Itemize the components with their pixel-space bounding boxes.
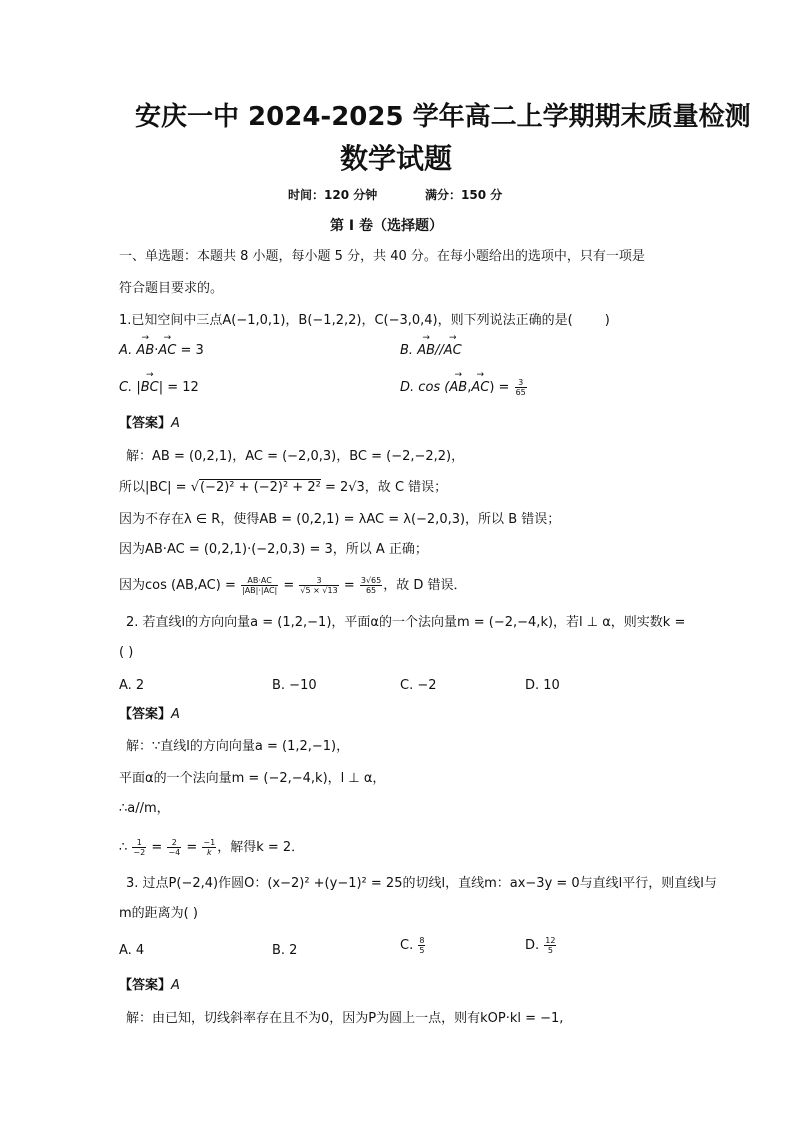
q2-answer-label: 【答案】	[119, 707, 172, 722]
volume-heading: 第 I 卷（选择题）	[330, 218, 443, 234]
q2-solution-line4-frac2: $\frac{2}{-4}$	[168, 838, 181, 857]
q1-solution-line2-radicand: (−2)² + (−2)² + 2²	[199, 480, 321, 495]
q1-option-c-value: | = 12	[158, 380, 199, 395]
q1-option-d-comma: ,	[467, 380, 472, 395]
q2-option-d: D. 10	[525, 678, 560, 693]
q2-option-a: A. 2	[119, 678, 145, 693]
q1-option-d-cos: cos (	[418, 380, 450, 395]
q2-solution-line4-post: ，解得k = 2．	[217, 840, 305, 855]
q1-solution-line5-frac1: $\frac{AB\cdot AC}{|AB|\cdot|AC|}$	[242, 576, 278, 595]
q1-option-d-eq: ) =	[489, 380, 510, 395]
q1-solution-line5-eq1: =	[283, 578, 295, 593]
q1-option-d-fraction: $\frac{3}{65}$	[515, 378, 526, 397]
q1-option-b	[400, 343, 462, 359]
q1-solution-line5-frac2: $\frac{3}{√5 \times √13}$	[300, 576, 338, 595]
q1-option-d	[400, 378, 528, 397]
q1-option-b-vec2: → AC	[444, 343, 462, 359]
q1-option-a-vec2: → AC	[158, 343, 176, 359]
q1-answer-value: A	[171, 416, 180, 431]
q1-answer	[119, 416, 180, 432]
exam-score: 满分：150 分	[425, 188, 503, 202]
q1-option-c	[119, 380, 199, 396]
section-intro-line2: 符合题目要求的。	[119, 281, 224, 296]
q3-option-c-fraction: $\frac{8}{5}$	[419, 936, 425, 955]
q1-solution-line4: 因为AB·AC = (0,2,1)·(−2,0,3) = 3，所以 A 正确；	[119, 542, 428, 557]
q3-option-a: A. 4	[119, 943, 145, 958]
q2-solution-line1: 解：∵直线l的方向向量a = (1,2,−1)，	[126, 739, 350, 754]
q1-option-c-label: C.	[119, 380, 133, 395]
q2-stem-line2: ( )	[119, 645, 134, 660]
q1-solution-line5-pre: 因为cos (AB,AC) =	[119, 578, 236, 593]
q2-solution-line4-eq1: =	[151, 840, 163, 855]
q2-solution-line4-frac1: $\frac{1}{-2}$	[133, 838, 146, 857]
q1-solution-line1: 解：AB = (0,2,1)，AC = (−2,0,3)，BC = (−2,−2,2)，	[126, 449, 465, 464]
q1-option-a	[119, 343, 204, 359]
q1-stem	[119, 313, 610, 329]
q3-stem-line1: 3. 过点P(−2,4)作圆O：(x−2)² +(y−1)² = 25的切线l，直线m：ax−3y = 0与直线l平行，则直线l与	[126, 876, 717, 891]
q3-answer-label: 【答案】	[119, 978, 172, 993]
q3-answer	[119, 978, 180, 994]
q2-solution-line4-frac3: $\frac{-1}{k}$	[203, 838, 216, 857]
q1-solution-line5-post: ，故 D 错误．	[383, 578, 467, 593]
q1-option-a-value: = 3	[176, 343, 204, 358]
q1-option-d-vec2: → AC	[471, 380, 489, 396]
q1-solution-line5-eq2: =	[343, 578, 355, 593]
q2-solution-line2: 平面α的一个法向量m = (−2,−4,k)，l ⊥ α，	[119, 771, 386, 786]
q1-stem-close: )	[604, 313, 610, 328]
q1-option-c-bar: |	[136, 380, 141, 395]
q1-solution-line2: 所以|BC| = √(−2)² + (−2)² + 2² = 2√3，故 C 错误；	[119, 480, 448, 495]
q1-option-b-label: B.	[400, 343, 414, 358]
q2-option-b: B. −10	[272, 678, 317, 693]
q1-solution-line3: 因为不存在λ ∈ R，使得AB = (0,2,1) = λAC = λ(−2,0,3)，所以 B 错误；	[119, 512, 561, 527]
q3-option-b: B. 2	[272, 943, 298, 958]
q3-option-d	[525, 936, 557, 955]
q2-solution-line4-pre: ∴	[119, 840, 128, 855]
q1-answer-label: 【答案】	[119, 416, 172, 431]
q1-solution-line2-pre: 所以|BC| =	[119, 480, 191, 495]
q3-solution-line1: 解：由已知，切线斜率存在且不为0，因为P为圆上一点，则有kOP·kl = −1,	[126, 1011, 564, 1026]
q1-option-a-vec1: → AB	[136, 343, 154, 359]
q1-option-d-label: D.	[400, 380, 415, 395]
q1-option-a-dot: ·	[154, 343, 159, 358]
q3-answer-value: A	[171, 978, 180, 993]
q3-option-d-fraction: $\frac{12}{5}$	[545, 936, 556, 955]
q1-solution-line2-post: = 2√3，故 C 错误；	[320, 480, 448, 495]
q1-solution-line5-frac3: $\frac{3√65}{65}$	[360, 576, 382, 595]
exam-time: 时间：120 分钟	[288, 188, 378, 202]
q3-option-c	[400, 936, 426, 955]
q1-solution-line5	[119, 576, 467, 595]
q2-solution-line3: ∴a//m，	[119, 801, 170, 816]
q2-answer-value: A	[171, 707, 180, 722]
q2-solution-line4-eq2: =	[186, 840, 198, 855]
document-title: 安庆一中 2024-2025 学年高二上学期期末质量检测	[135, 102, 751, 132]
q1-option-a-label: A.	[119, 343, 133, 358]
document-subtitle: 数学试题	[340, 142, 453, 175]
q1-option-c-vec: → BC	[141, 380, 159, 396]
q2-option-c: C. −2	[400, 678, 437, 693]
q3-option-c-label: C.	[400, 938, 414, 953]
q3-stem-line2: m的距离为( )	[119, 906, 198, 921]
q1-option-b-parallel: //	[435, 343, 444, 358]
q3-option-d-label: D.	[525, 938, 540, 953]
section-intro-line1: 一、单选题：本题共 8 小题，每小题 5 分，共 40 分。在每小题给出的选项中，只有一项是	[119, 249, 645, 264]
q1-option-b-vec1: → AB	[417, 343, 435, 359]
q1-stem-text: 1.已知空间中三点A(−1,0,1)，B(−1,2,2)，C(−3,0,4)，则下列说法正确的是(	[119, 313, 573, 328]
q1-option-d-vec1: → AB	[449, 380, 467, 396]
q2-answer	[119, 707, 180, 723]
q2-stem-line1: 2. 若直线l的方向向量a = (1,2,−1)，平面α的一个法向量m = (−2,−4,k)，若l ⊥ α，则实数k =	[126, 615, 686, 630]
q2-solution-line4	[119, 838, 304, 857]
